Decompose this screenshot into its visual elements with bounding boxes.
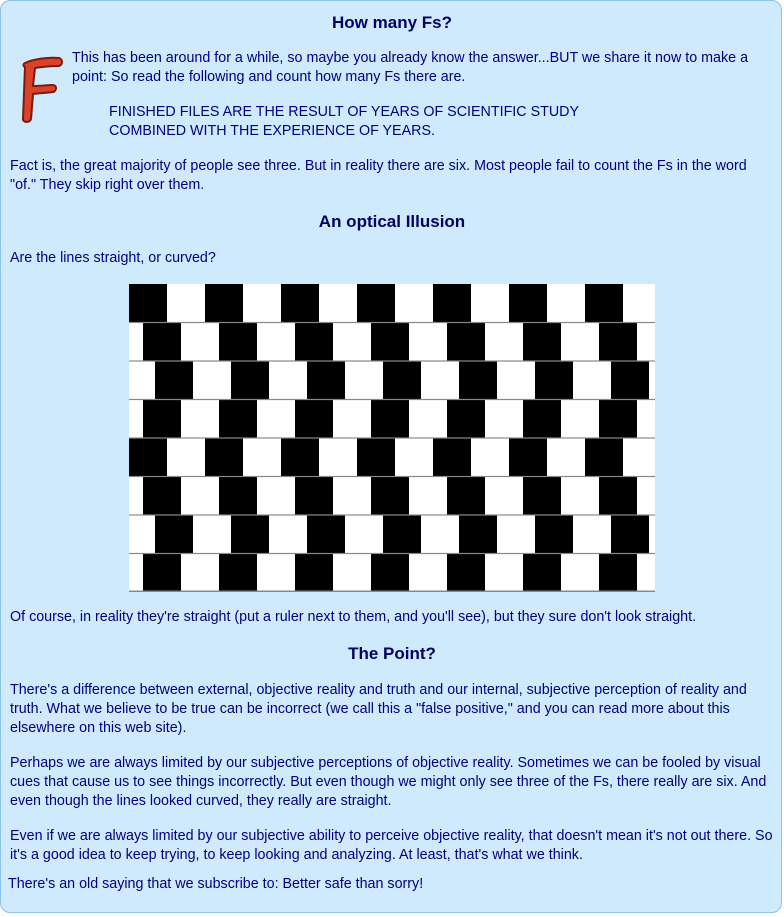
illusion-dark-tile: [433, 438, 471, 477]
illusion-dark-tile: [307, 361, 345, 400]
illusion-caption: Of course, in reality they're straight (put a ruler next to them, and you'll see), but they sure don't look straight.: [10, 609, 697, 625]
illusion-dark-tile: [447, 477, 485, 516]
illusion-dark-tile: [307, 515, 345, 554]
point-paragraph-4: There's an old saying that we subscribe to: Better safe than sorry!: [8, 876, 424, 892]
illusion-mortar-line: [129, 399, 655, 400]
illusion-dark-tile: [219, 477, 257, 516]
illusion-dark-tile: [143, 477, 181, 516]
illusion-dark-tile: [535, 515, 573, 554]
illusion-dark-tile: [143, 323, 181, 362]
illusion-dark-tile: [459, 515, 497, 554]
question-text: Are the lines straight, or curved?: [10, 250, 216, 266]
illusion-dark-tile: [599, 554, 637, 593]
intro-text: This has been around for a while, so maybe you already know the answer...BUT we share it now to make a point: So read the following and count how many Fs there are.: [72, 50, 749, 85]
illusion-dark-tile: [219, 323, 257, 362]
illusion-dark-tile: [155, 361, 193, 400]
illusion-mortar-line: [129, 322, 655, 323]
illusion-dark-tile: [281, 438, 319, 477]
illusion-dark-tile: [523, 400, 561, 439]
illusion-dark-tile: [459, 361, 497, 400]
answer-text: Fact is, the great majority of people see three. But in reality there are six. Most people fail to count the Fs in the word "of." They skip right over them.: [10, 158, 747, 193]
illusion-dark-tile: [535, 361, 573, 400]
illusion-dark-tile: [371, 477, 409, 516]
illusion-dark-tile: [383, 361, 421, 400]
illusion-dark-tile: [295, 554, 333, 593]
illusion-dark-tile: [231, 361, 269, 400]
illusion-dark-tile: [585, 438, 623, 477]
illusion-dark-tile: [599, 400, 637, 439]
illusion-dark-tile: [205, 284, 243, 323]
illusion-mortar-line: [129, 553, 655, 554]
quote-line-1: FINISHED FILES ARE THE RESULT OF YEARS OF SCIENTIFIC STUDY: [109, 104, 580, 120]
heading-how-many-fs: How many Fs?: [332, 13, 452, 32]
illusion-dark-tile: [599, 323, 637, 362]
illusion-mortar-line: [129, 514, 655, 515]
illusion-dark-tile: [523, 477, 561, 516]
point-paragraph-1: There's a difference between external, objective reality and truth and our internal, subjective perception of reality and truth. What we believe to be true can be incorrect (we call this a "false positive," and you can read more about this elsewhere on this web site).: [10, 682, 747, 736]
illusion-dark-tile: [295, 477, 333, 516]
illusion-dark-tile: [611, 361, 649, 400]
illusion-dark-tile: [447, 323, 485, 362]
illusion-dark-tile: [509, 284, 547, 323]
illusion-dark-tile: [371, 400, 409, 439]
point-paragraph-3: Even if we are always limited by our subjective ability to perceive objective reality, that doesn't mean it's not out there. So it's a good idea to keep trying, to keep looking and analyzing. At least, that's what we think.: [10, 828, 773, 863]
heading-the-point: The Point?: [348, 644, 436, 663]
illusion-dark-tile: [523, 323, 561, 362]
illusion-dark-tile: [523, 554, 561, 593]
cafe-wall-illusion: [129, 284, 655, 592]
heading-optical-illusion: An optical Illusion: [318, 212, 466, 231]
illusion-dark-tile: [219, 400, 257, 439]
illusion-dark-tile: [281, 284, 319, 323]
illusion-dark-tile: [371, 323, 409, 362]
illusion-dark-tile: [447, 554, 485, 593]
illusion-dark-tile: [433, 284, 471, 323]
quote-line-2: COMBINED WITH THE EXPERIENCE OF YEARS.: [109, 123, 435, 139]
illusion-mortar-line: [129, 360, 655, 361]
illusion-dark-tile: [143, 554, 181, 593]
illusion-dark-tile: [231, 515, 269, 554]
illusion-dark-tile: [611, 515, 649, 554]
illusion-dark-tile: [383, 515, 421, 554]
illusion-dark-tile: [509, 438, 547, 477]
illusion-dark-tile: [357, 284, 395, 323]
point-paragraph-2: Perhaps we are always limited by our subjective perceptions of objective reality. Sometimes we can be fooled by visual cues that cause us to see things incorrectly. But even though we might only see three of the Fs, there really are six. And even though the lines looked curved, they really are straight.: [10, 755, 767, 809]
illusion-dark-tile: [599, 477, 637, 516]
illusion-dark-tile: [219, 554, 257, 593]
illusion-dark-tile: [585, 284, 623, 323]
illusion-dark-tile: [357, 438, 395, 477]
illusion-dark-tile: [129, 284, 167, 323]
illusion-dark-tile: [371, 554, 409, 593]
illusion-mortar-line: [129, 476, 655, 477]
illusion-dark-tile: [205, 438, 243, 477]
illusion-dark-tile: [295, 323, 333, 362]
illusion-bottom-line: [129, 591, 655, 593]
illusion-dark-tile: [143, 400, 181, 439]
illusion-dark-tile: [295, 400, 333, 439]
letter-f-icon: [15, 53, 65, 129]
illusion-dark-tile: [447, 400, 485, 439]
illusion-dark-tile: [129, 438, 167, 477]
illusion-mortar-line: [129, 437, 655, 438]
illusion-dark-tile: [155, 515, 193, 554]
